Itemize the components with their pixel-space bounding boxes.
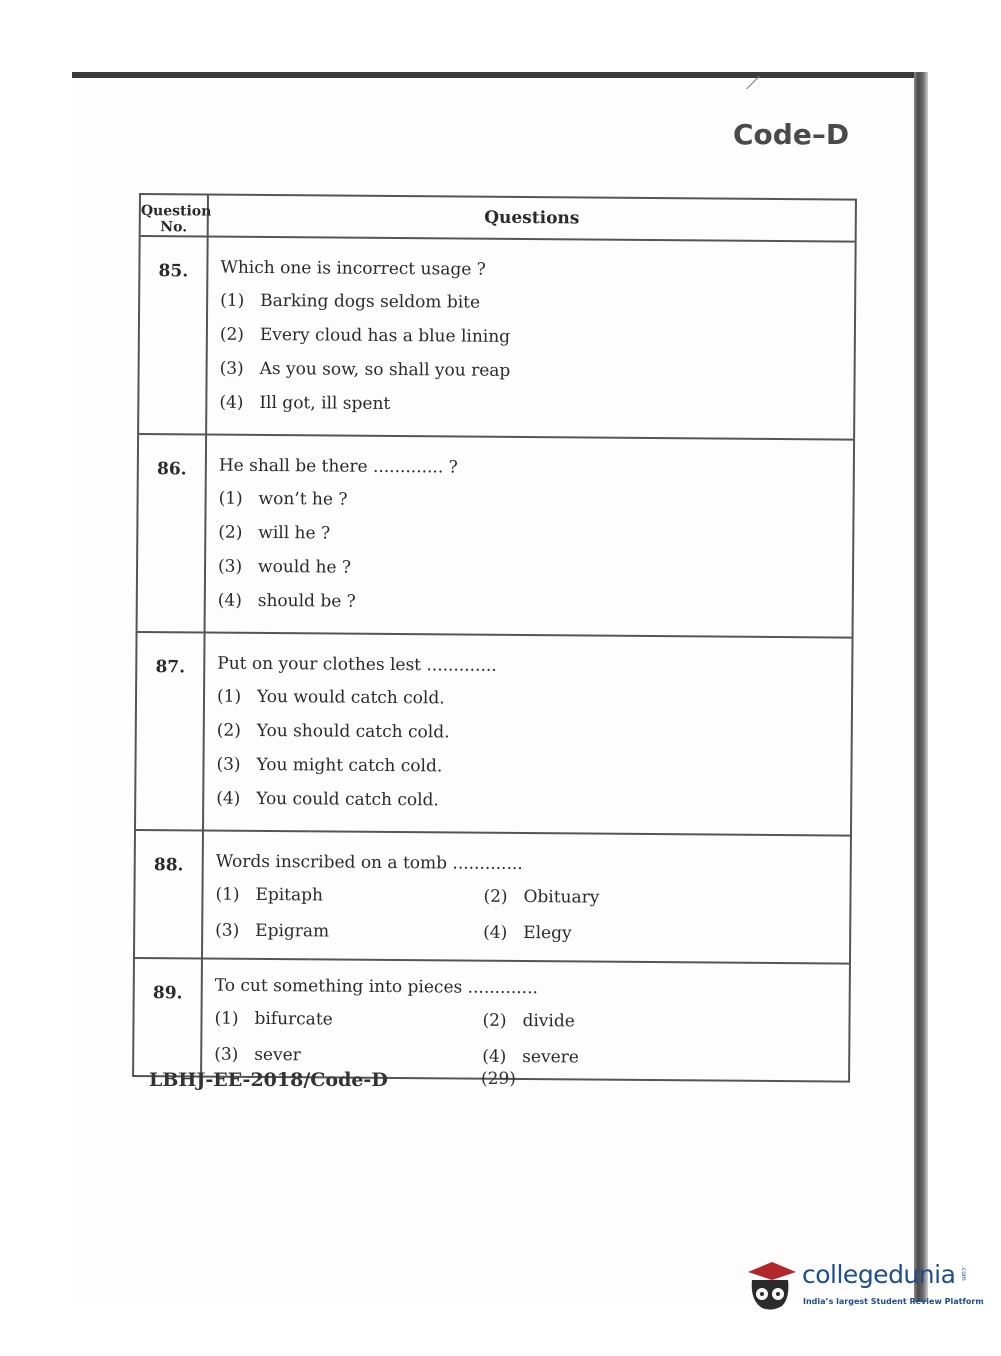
question-row-85 [139, 235, 855, 439]
question-stem: Words inscribed on a tomb ............. [215, 851, 523, 875]
option-text: You could catch cold. [256, 788, 439, 811]
option-item [482, 1047, 848, 1070]
option-item [214, 1045, 482, 1067]
option-number: (1) [218, 488, 243, 509]
footer-paper-code: LBHJ-EE-2018/Code-D [149, 1069, 388, 1091]
option-item [219, 393, 853, 418]
question-body [207, 238, 855, 439]
question-number: 86. [138, 435, 208, 632]
option-text: Every cloud has a blue lining [259, 324, 511, 347]
option-item [483, 887, 849, 910]
question-row-89 [134, 957, 849, 1081]
question-stem: He shall be there ............. ? [218, 455, 458, 478]
option-number: (4) [219, 392, 244, 413]
option-number: (1) [214, 1008, 239, 1029]
question-row-87 [136, 631, 852, 835]
column-header-question-no: Question No. [141, 195, 209, 236]
option-number: (2) [218, 522, 243, 543]
option-text: sever [254, 1044, 301, 1066]
option-number: (4) [216, 788, 241, 809]
footer-page-number: (29) [481, 1069, 516, 1089]
watermark-brand-name: collegedunia [802, 1260, 956, 1289]
option-text: will he ? [258, 522, 331, 544]
option-item [482, 1011, 848, 1034]
question-body [204, 634, 852, 835]
option-text: should be ? [257, 590, 356, 612]
question-number: 87. [136, 633, 206, 830]
question-stem: Put on your clothes lest ............. [217, 653, 497, 676]
question-body [206, 436, 854, 637]
question-row-86 [138, 433, 854, 637]
option-item [218, 557, 852, 582]
option-number: (3) [215, 920, 240, 941]
option-number: (1) [220, 290, 245, 311]
option-text: Epigram [255, 920, 330, 942]
option-number: (1) [215, 884, 240, 905]
column-header-questions: Questions [484, 207, 580, 229]
option-text: You might catch cold. [256, 754, 443, 777]
question-number: 89. [134, 959, 203, 1076]
question-row-88 [135, 829, 850, 963]
option-item [218, 591, 852, 616]
question-stem: To cut something into pieces ............. [214, 975, 539, 999]
option-item [220, 325, 854, 350]
option-number: (3) [214, 1044, 239, 1065]
option-item [217, 721, 851, 746]
questions-table [132, 193, 857, 1083]
option-item [215, 921, 483, 943]
option-item [216, 755, 850, 780]
mascot-logo-icon [742, 1250, 798, 1314]
watermark-domain-suffix: .com [960, 1266, 967, 1281]
option-number: (2) [482, 1010, 507, 1031]
option-text: Obituary [523, 887, 600, 908]
question-stem: Which one is incorrect usage ? [220, 257, 486, 280]
option-item [216, 789, 850, 814]
options-grid [215, 885, 849, 946]
option-item [214, 1009, 482, 1031]
option-text: would he ? [257, 556, 352, 578]
option-number: (4) [483, 922, 508, 943]
option-number: (4) [482, 1046, 507, 1067]
option-text: As you sow, so shall you reap [259, 358, 511, 381]
option-number: (3) [219, 358, 244, 379]
question-body [202, 960, 849, 1081]
option-item [219, 489, 853, 514]
option-number: (2) [216, 720, 241, 741]
option-number: (4) [217, 590, 242, 611]
option-text: Ill got, ill spent [259, 392, 391, 414]
option-item [220, 291, 854, 316]
option-item [215, 885, 483, 907]
option-item [218, 523, 852, 548]
question-body [203, 832, 850, 963]
option-number: (2) [483, 886, 508, 907]
option-text: divide [522, 1011, 575, 1032]
question-number: 88. [135, 831, 204, 958]
option-item [220, 359, 854, 384]
option-text: You should catch cold. [256, 720, 450, 743]
option-text: Barking dogs seldom bite [260, 290, 481, 313]
option-text: Elegy [523, 923, 572, 944]
scan-right-edge [914, 72, 928, 1302]
option-number: (1) [216, 686, 242, 707]
option-item [217, 687, 851, 712]
option-number: (3) [216, 754, 241, 775]
option-item [483, 923, 849, 946]
option-text: bifurcate [254, 1008, 333, 1030]
option-text: You would catch cold. [256, 686, 445, 709]
options-grid [214, 1009, 848, 1070]
collegedunia-watermark [742, 1250, 984, 1320]
option-number: (2) [219, 324, 245, 345]
option-text: severe [522, 1047, 579, 1068]
watermark-tagline: India’s largest Student Review Platform [803, 1297, 984, 1306]
table-header-row [141, 195, 855, 241]
paper-code-header: Code–D [733, 118, 850, 151]
question-number: 85. [139, 237, 209, 434]
option-number: (3) [217, 556, 243, 577]
option-text: won’t he ? [258, 488, 348, 510]
option-text: Epitaph [255, 884, 324, 906]
